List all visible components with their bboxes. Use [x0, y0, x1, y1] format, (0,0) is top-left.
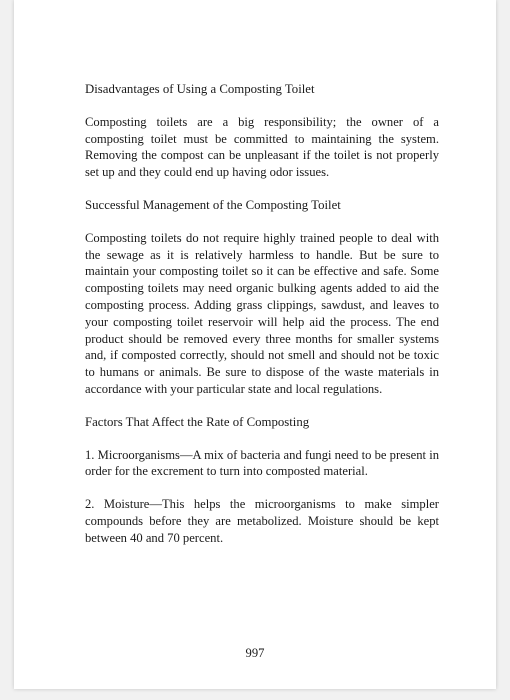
section-heading-disadvantages: Disadvantages of Using a Composting Toilet: [85, 82, 315, 96]
page-number: 997: [245, 646, 265, 660]
paragraph-management: Composting toilets do not require highly trained people to deal with the sewage as it is relatively harmless to handle. But be sure to maintain your composting toilet so it can be effective and safe. Some composting toilets may need organic bulking agents added to aid the composting process. Adding grass clippings, sawdust, and leaves to your composting toilet reservoir will help aid the process. The end product should be removed every three months for smaller systems and, if composted correctly, should not smell and should not be toxic to humans or animals. Be sure to dispose of the waste materials in accordance with your particular state and local regulations.: [85, 230, 439, 396]
paragraph-disadvantages: Composting toilets are a big responsibility; the owner of a composting toilet must be committed to maintaining the system. Removing the compost can be unpleasant if the toilet is not properly set up and they could end up having odor issues.: [85, 114, 439, 180]
section-heading-factors: Factors That Affect the Rate of Composting: [85, 414, 310, 429]
document-page: [14, 0, 496, 689]
page-content: [85, 81, 439, 563]
list-item-microorganisms: 1. Microorganisms—A mix of bacteria and fungi need to be present in order for the excrement to turn into composted material.: [85, 447, 439, 479]
list-item-moisture: 2. Moisture—This helps the microorganisms to make simpler compounds before they are metabolized. Moisture should be kept between 40 and 70 percent.: [85, 497, 439, 545]
section-heading-management: Successful Management of the Composting Toilet: [85, 197, 341, 212]
